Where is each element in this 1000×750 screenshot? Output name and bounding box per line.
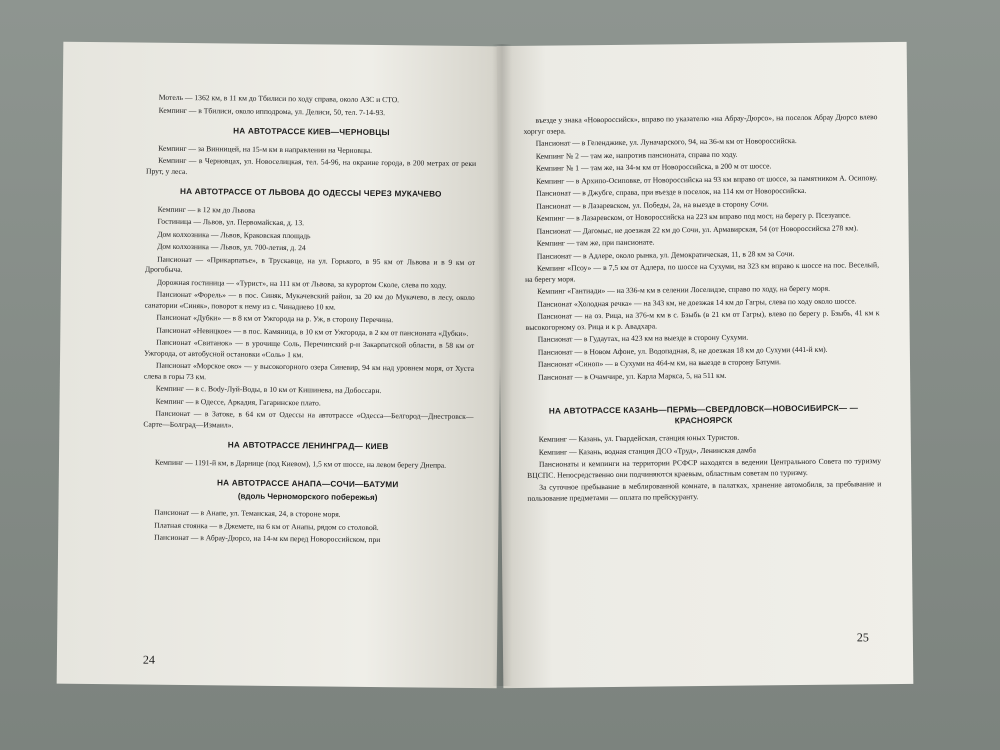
paragraph: Пансионат — в Новом Афоне, ул. Водопадная, 8, не доезжая 18 км до Сухуми (441-й км).: [537, 344, 828, 357]
paragraph: Кемпинг — там же, при пансионате.: [536, 237, 655, 248]
paragraph: Пансионат «Дубки» — в 8 км от Ужгорода на р. Уж, в сторону Перечина.: [156, 312, 394, 325]
paragraph: Пансионат — «Прикарпатье», в Трускавце, на ул. Горького, в 95 км от Львова и в 9 км от Дрогобыча.: [144, 254, 476, 274]
paragraph: Платная стоянка — в Джемете, на 6 км от Анапы, рядом со столовой.: [154, 520, 379, 532]
paragraph: Пансионат — Дагомыс, не доезжая 22 км до Сочи, ул. Армавирская, 54 (от Новороссийска 278 км).: [536, 222, 859, 236]
book-gutter-shadow: [492, 44, 512, 686]
paragraph: Пансионат — на оз. Рица, на 376-м км в с. Бзыбь (в 21 км от Гагры), влево по берегу р. Бзыбь, 41 км к высокогорному оз. Рица и к р. Авадхара.: [525, 308, 880, 332]
right-page: [497, 42, 914, 688]
booklet: [60, 44, 910, 686]
paragraph: Кемпинг «Гантиади» — на 336-м км в селении Лоселидзе, справо по ходу, на берегу моря.: [537, 283, 830, 296]
paragraph: Пансионат — в Гудаутах, на 423 км на выезде в сторону Сухуми.: [537, 332, 749, 344]
paragraph: Кемпинг № 2 — там же, напротив пансионата, справа по ходу.: [535, 149, 738, 161]
paragraph: Пансионат «Синоп» — в Сухуми на 464-м км, на выезде в сторону Батуми.: [537, 357, 781, 369]
paragraph: Дорожная гостиница — «Турист», на 111 км от Львова, за курортом Сколе, слева по ходу.: [156, 277, 447, 290]
paragraph: Кемпинг — в Черновцах, ул. Новоселицкая, тел. 54-96, на окраине города, в 200 метрах от реки Прут, у леса.: [145, 155, 477, 176]
paragraph: Кемпинг «Псоу» — в 7,5 км от Адлера, по шоссе на Сухуми, на 323 км вправо к шоссе на пос. Веселый, на берегу моря.: [525, 260, 880, 284]
paragraph: Кемпинг — в Архипо-Осиповке, от Новороссийска на 93 км вправо от шоссе, за памятником А. Осипову.: [536, 172, 878, 186]
paragraph: Пансионат — в Джубге, справа, при въезде в поселок, на 114 км от Новороссийска.: [536, 185, 807, 198]
paragraph: Кемпинг — Казань, водная станция ДСО «Труд», Ленинская дамба: [538, 444, 757, 457]
intro-block: [523, 112, 880, 383]
paragraph: Пансионат — в Абрау-Дюрсо, на 14-м км перед Новороссийском, при: [154, 532, 381, 545]
paragraph: Пансионат — в Адлере, около рынка, ул. Демократическая, 11, в 28 км за Сочи.: [536, 248, 795, 261]
page-number: 24: [142, 652, 155, 667]
paragraph: Кемпинг — в Лазаревском, от Новороссийска на 223 км вправо под мост, на берегу р. Псезуапсе.: [536, 210, 851, 223]
section-heading: НА АВТОТРАССЕ ОТ ЛЬВОВА ДО ОДЕССЫ ЧЕРЕЗ МУКАЧЕВО: [179, 186, 442, 199]
paragraph: Пансионат «Невицкое» — в пос. Камяница, в 10 км от Ужгорода, в 2 км от пансионата «Дубки».: [156, 325, 469, 338]
paragraph: Дом колхозника — Львов, Краковская площадь: [157, 229, 311, 240]
section-heading: НА АВТОТРАССЕ КИЕВ—ЧЕРНОВЦЫ: [233, 126, 390, 138]
paragraph: въезде у знака «Новороссийск», вправо по указателю «на Абрау-Дюрсо», на поселок Абрау Дюрсо влево хоргуг озера.: [523, 112, 878, 136]
paragraph: Кемпинг — в 12 км до Львова: [157, 204, 256, 215]
paragraph: Пансионаты и кемпинги на территории РСФСР находятся в ведении Центрального Совета по туризму ВЦСПС. Непосредственно они подчиняются краевым, областным советам по туризму.: [527, 456, 882, 480]
paragraph: Пансионат «Форель» — в пос. Синяк, Мукачевский район, за 20 км до Мукачево, в лесу, около санатории «Синяк», поворот к нему из с. Чинадиево 10 км.: [144, 289, 475, 312]
paragraph: Пансионат «Холодная речка» — на 343 км, не доезжая 14 км до Гагры, слева по ходу около шоссе.: [537, 295, 857, 309]
section-heading: НА АВТОТРАССЕ АНАПА—СОЧИ—БАТУМИ: [217, 478, 399, 490]
paragraph: Пансионат — в Геленджике, ул. Луначарского, 94, на 36-м км от Новороссийска.: [535, 136, 797, 148]
paragraph: За суточное пребывание в меблированной комнате, в палатках, хранение автомобиля, за пребывание и пользование предметами — оплата по прейскуранту.: [527, 479, 882, 503]
section-heading: НА АВТОТРАССЕ ЛЕНИНГРАД— КИЕВ: [227, 440, 389, 452]
paragraph: Кемпинг — Казань, ул. Гвардейская, станция юных Туристов.: [538, 432, 740, 444]
paragraph: Кемпинг — в Одессе, Аркадия, Гагаринское плато.: [155, 396, 321, 407]
paragraph: Гостиница — Львов, ул. Первомайская, д. 13.: [157, 216, 305, 228]
left-page: [57, 42, 504, 689]
paragraph: Пансионат «Морское око» — у высокогорного озера Синевир, 94 км над уровнем моря, от Хуста слева в горы 73 км.: [143, 360, 475, 381]
paragraph: Кемпинг № 1 — там же, на 34-м км от Новороссийска, в 200 м от шоссе.: [535, 161, 772, 173]
section-subheading: (вдоль Черноморского побережья): [237, 491, 378, 502]
paragraph: Пансионат — в Затоке, в 64 км от Одессы на автотрассе «Одесса—Белгород—Днестровск—Сарте—Болград—Измаил».: [143, 408, 474, 430]
paragraph: Кемпинг — 1191-й км, в Дарнице (под Киевом), 1,5 км от шоссе, на левом берегу Днепра.: [154, 457, 447, 470]
paragraph: Мотель — 1362 км, в 11 км до Тбилиси по ходу справа, около АЗС и СТО.: [158, 92, 400, 105]
paragraph: Кемпинг — в с. Вody-Луй-Воды, в 10 км от Кишинева, на Добоссарн.: [155, 383, 382, 396]
paragraph: Кемпинг — за Винницей, на 15-м км в направлении на Черновцы.: [158, 143, 373, 155]
paragraph: Пансионат — в Лазаревском, ул. Победы, 2а, на выезде в сторону Сочи.: [536, 198, 769, 211]
page-number: 25: [856, 629, 869, 644]
intro-block: [147, 93, 477, 119]
paragraph: Пансионат — в Очамчире, ул. Карла Маркса, 5, на 511 км.: [538, 370, 727, 382]
paragraph: Пансионат «Свитанок» — в урочище Соль, Перечинский р-н Закарпатской области, в 58 км от Ужгорода, от автобусной остановки «Соль» 1 км.: [144, 337, 475, 359]
paragraph: Пансионат — в Анапе, ул. Теманская, 24, в стороне моря.: [154, 507, 341, 519]
paragraph: Кемпинг — в Тбилиси, около ипподрома, ул. Делиси, 50, тел. 7-14-93.: [158, 105, 386, 117]
section-heading: НА АВТОТРАССЕ КАЗАНЬ—ПЕРМЬ—СВЕРДЛОВСК—НОВОСИБИРСК— —КРАСНОЯРСК: [548, 403, 859, 425]
paragraph: Дом колхозника — Львов, ул. 700-летия, д. 24: [157, 241, 306, 253]
